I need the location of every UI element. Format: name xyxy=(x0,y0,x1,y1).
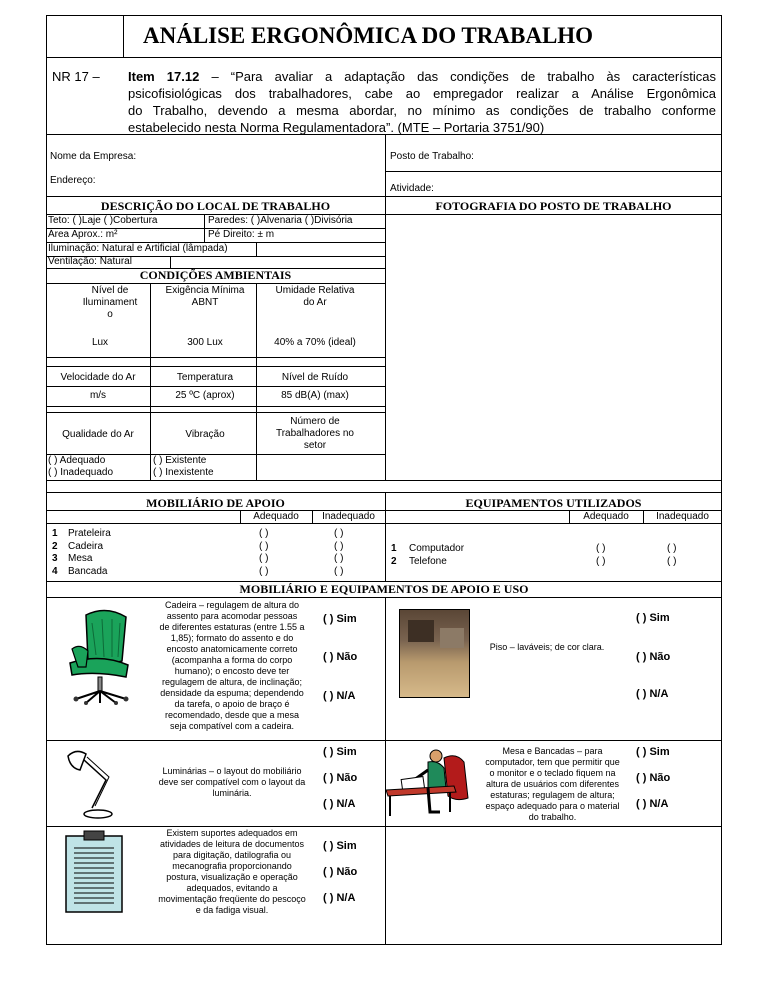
list-item[interactable]: 2 Cadeira ( ) ( ) xyxy=(52,540,344,552)
mesa-na-option[interactable]: ( ) N/A xyxy=(636,798,669,810)
paredes-field: Paredes: ( )Alvenaria ( )Divisória xyxy=(208,215,353,226)
cadeira-nao-option[interactable]: ( ) Não xyxy=(323,651,358,663)
cond-amb-title: CONDIÇÕES AMBIENTAIS xyxy=(139,268,292,282)
amb-value-lux: Lux xyxy=(91,337,109,348)
cadeira-sim-option[interactable]: ( ) Sim xyxy=(323,613,357,625)
piso-nao-option[interactable]: ( ) Não xyxy=(636,651,671,663)
luminarias-description: Luminárias – o layout do mobiliário deve ser compatível com o layout da luminária. xyxy=(158,766,306,798)
list-item[interactable]: 1 Computador ( ) ( ) xyxy=(391,543,677,554)
mobiliario-title: MOBILIÁRIO DE APOIO xyxy=(146,496,285,510)
amb-value-abnt: 300 Lux xyxy=(187,337,223,348)
foto-title: FOTOGRAFIA DO POSTO DE TRABALHO xyxy=(435,199,672,213)
suportes-description: Existem suportes adequados em atividades de leitura de documentos para digitação, datilografia ou mecanografia proporcionando postura, visualização e operação adequados, evitando a movimentação freqüente do pescoço e da fadiga visual. xyxy=(158,828,306,915)
vibracao-options[interactable]: ( ) Existente ( ) Inexistente xyxy=(153,455,214,478)
mob-adequado-header: Adequado xyxy=(253,511,299,522)
amb-value-temperatura: 25 ºC (aprox) xyxy=(175,390,235,401)
amb-header-trabalhadores: Número de Trabalhadores no setor xyxy=(275,416,354,451)
desc-local-title: DESCRIÇÃO DO LOCAL DE TRABALHO xyxy=(100,199,331,213)
amb-header-vibracao: Vibração xyxy=(185,429,225,440)
nr-item-text: Item 17.12 – “Para avaliar a adaptação das condições de trabalho às características psicofisiológicas dos trabalhadores, cabe ao empregador realizar a Análise Ergonômica do Trabalho, devendo a mesma abordar, no mínimo as condições de trabalho conforme estabelecido nesta Norma Regulamentadora”. (MTE – Portaria 3751/90) xyxy=(128,69,716,135)
posto-field[interactable]: Posto de Trabalho: xyxy=(390,151,474,162)
nr-label: NR 17 – xyxy=(52,69,100,84)
empresa-field[interactable]: Nome da Empresa: xyxy=(50,151,137,162)
suportes-sim-option[interactable]: ( ) Sim xyxy=(323,840,357,852)
amb-value-velocidade: m/s xyxy=(89,390,107,401)
teto-field: Teto: ( )Laje ( )Cobertura xyxy=(48,215,158,226)
lamp-icon xyxy=(62,746,136,822)
floor-photo-image xyxy=(399,609,470,698)
qualidade-options[interactable]: ( ) Adequado ( ) Inadequado xyxy=(48,455,114,478)
suportes-na-option[interactable]: ( ) N/A xyxy=(323,892,356,904)
area-field: Área Aprox.: m² xyxy=(48,229,118,240)
luminarias-na-option[interactable]: ( ) N/A xyxy=(323,798,356,810)
eq-list xyxy=(391,543,719,568)
luminarias-sim-option[interactable]: ( ) Sim xyxy=(323,746,357,758)
list-item[interactable]: 1 Prateleira ( ) ( ) xyxy=(52,528,344,539)
desk-worker-icon xyxy=(384,746,474,818)
piso-sim-option[interactable]: ( ) Sim xyxy=(636,612,670,624)
amb-header-iluminamento: Nível de Iluminament o xyxy=(82,285,138,320)
luminarias-nao-option[interactable]: ( ) Não xyxy=(323,772,358,784)
list-item[interactable]: 4 Bancada ( ) ( ) xyxy=(52,565,344,577)
mob-equip-title: MOBILIÁRIO E EQUIPAMENTOS DE APOIO E USO xyxy=(239,582,529,596)
pe-direito-field: Pé Direito: ± m xyxy=(208,229,275,240)
eq-inadequado-header: Inadequado xyxy=(656,511,709,522)
list-item[interactable]: 2 Telefone ( ) ( ) xyxy=(391,555,677,567)
amb-header-abnt: Exigência Mínima ABNT xyxy=(165,285,245,308)
cadeira-na-option[interactable]: ( ) N/A xyxy=(323,690,356,702)
amb-header-ruido: Nível de Ruído xyxy=(281,372,349,383)
cadeira-description: Cadeira – regulagem de altura do assento para acomodar pessoas de diferentes estaturas (entre 1.55 a 1,85); formato do assento e do encosto anatomicamente correto (acompanha a forma do corpo humano); o encosto deve ter regulagem de altura, de inclinação; densidade da espuma; dependendo da tarefa, o apoio de braço é recomendado, desde que a mesa seja compatível com a cadeira. xyxy=(159,600,305,731)
clipboard-icon xyxy=(64,830,124,914)
amb-value-ruido: 85 dB(A) (max) xyxy=(281,390,349,401)
amb-header-temperatura: Temperatura xyxy=(176,372,234,383)
list-item[interactable]: 3 Mesa ( ) ( ) xyxy=(52,553,344,564)
mob-list xyxy=(52,528,382,578)
iluminacao-field: Iluminação: Natural e Artificial (lâmpada) xyxy=(48,243,228,254)
piso-na-option[interactable]: ( ) N/A xyxy=(636,688,669,700)
equip-title: EQUIPAMENTOS UTILIZADOS xyxy=(465,496,642,510)
amb-value-umidade: 40% a 70% (ideal) xyxy=(274,337,356,348)
amb-header-umidade: Umidade Relativa do Ar xyxy=(275,285,355,308)
mob-inadequado-header: Inadequado xyxy=(322,511,375,522)
mesa-description: Mesa e Bancadas – para computador, tem que permitir que o monitor e o teclado fiquem na altura de usuários com diferentes estaturas; regulagem de altura; espaço adequado para o material do trabalho. xyxy=(485,746,620,822)
amb-header-qualidade: Qualidade do Ar xyxy=(62,429,134,440)
atividade-field[interactable]: Atividade: xyxy=(390,183,434,194)
mesa-sim-option[interactable]: ( ) Sim xyxy=(636,746,670,758)
mesa-nao-option[interactable]: ( ) Não xyxy=(636,772,671,784)
suportes-nao-option[interactable]: ( ) Não xyxy=(323,866,358,878)
piso-description: Piso – laváveis; de cor clara. xyxy=(489,642,605,652)
endereco-field[interactable]: Endereço: xyxy=(50,175,96,186)
ventilacao-field: Ventilação: Natural xyxy=(48,256,132,267)
amb-header-velocidade: Velocidade do Ar xyxy=(60,372,136,383)
eq-adequado-header: Adequado xyxy=(583,511,629,522)
chair-icon xyxy=(56,605,140,705)
page-title: ANÁLISE ERGONÔMICA DO TRABALHO xyxy=(143,23,594,48)
